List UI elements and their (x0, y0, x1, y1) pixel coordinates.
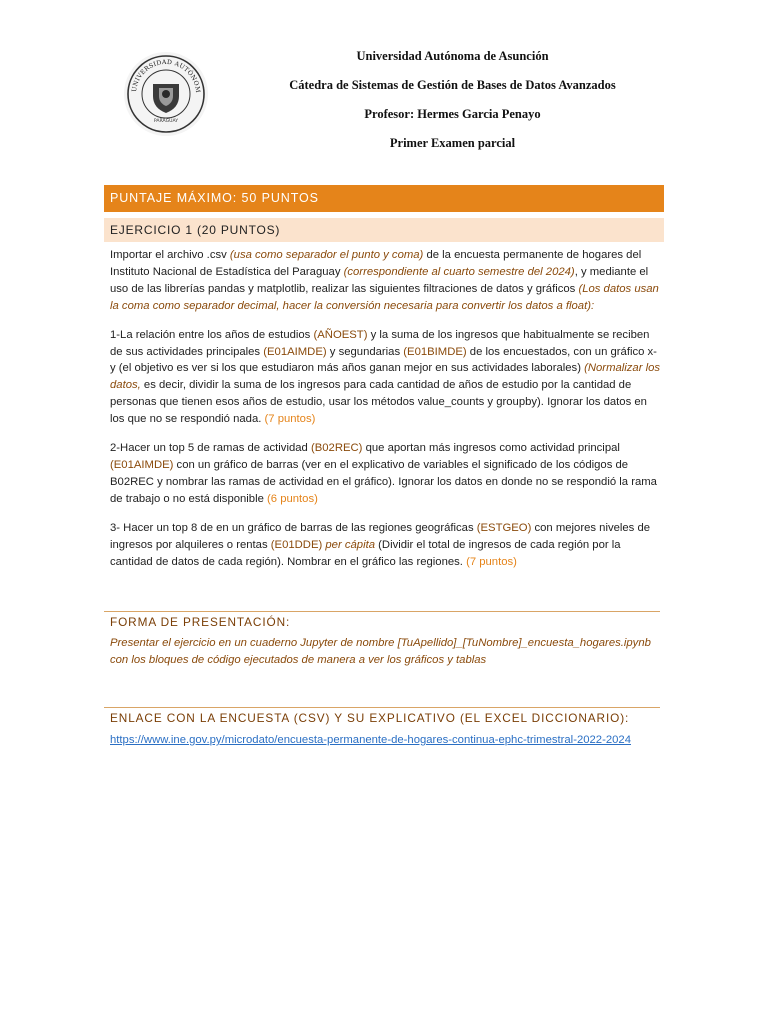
item-points: (7 puntos) (466, 555, 517, 568)
item-text: 2-Hacer un top 5 de ramas de actividad (110, 442, 311, 455)
presentation-heading: FORMA DE PRESENTACIÓN: (104, 611, 660, 629)
exercise-title: EJERCICIO 1 (20 PUNTOS) (104, 218, 664, 242)
item-text: (Dividir el total de ingresos de cada región por la cantidad de datos de cada región). Nombrar en el gráfico las regiones. (110, 538, 621, 568)
item-note: (Normalizar los datos, (110, 362, 661, 392)
survey-link[interactable]: https://www.ine.gov.py/microdato/encuesta-permanente-de-hogares-continua-ephc-trimestral-2022-2024 (110, 734, 631, 746)
item-text: y la suma de los ingresos que habitualmente se reciben de sus actividades principales (110, 328, 650, 358)
presentation-text: Presentar el ejercicio en un cuaderno Jupyter de nombre [TuApellido]_[TuNombre]_encuesta_hogares.ipynb con los bloques de código ejecutados de manera a ver los gráficos y tablas (110, 637, 651, 666)
intro-text: de la encuesta permanente de hogares del Instituto Nacional de Estadística del Paraguay (110, 249, 642, 278)
intro-text: Importar el archivo .csv (110, 249, 230, 261)
item-points: (6 puntos) (267, 492, 318, 505)
exercise-body (110, 247, 662, 582)
intro-text: , y mediante el uso de las librerías pandas y matplotlib, realizar las siguientes filtraciones de datos y gráficos (110, 265, 649, 295)
item-text: y segundarias (326, 345, 404, 358)
item-points: (7 puntos) (264, 413, 316, 426)
item-3-paragraph (110, 520, 662, 571)
variable-code: (ESTGEO) (476, 521, 532, 534)
item-text: 3- Hacer un top 8 de en un gráfico de barras de las regiones geográficas (110, 521, 477, 534)
svg-text:PARAGUAY: PARAGUAY (153, 119, 179, 124)
survey-link-heading: ENLACE CON LA ENCUESTA (CSV) Y SU EXPLICATIVO (EL EXCEL DICCIONARIO): (104, 707, 660, 725)
variable-code: (E01BIMDE) (403, 345, 467, 358)
item-text: que aportan más ingresos como actividad principal (362, 442, 620, 455)
university-seal-logo (119, 50, 213, 138)
intro-note: (correspondiente al cuarto semestre del 2024) (343, 265, 575, 278)
intro-paragraph (110, 247, 662, 315)
item-text: de los encuestados, con un gráfico x-y (el objetivo es ver si los que estudiaron más años ganan mejor en sus actividades laborales) (110, 345, 657, 375)
item-text: con mejores niveles de ingresos por alquileres o rentas (110, 521, 651, 551)
item-note: per cápita (325, 538, 376, 551)
variable-code: (E01DDE) (270, 538, 323, 551)
document-header (240, 44, 665, 160)
item-1-paragraph (110, 327, 662, 428)
variable-code: (B02REC) (310, 442, 363, 455)
item-2-paragraph (110, 440, 662, 508)
max-score-banner: PUNTAJE MÁXIMO: 50 PUNTOS (104, 185, 664, 212)
svg-text:UNIVERSIDAD AUTÓNOMA DE ASUNCI: UNIVERSIDAD AUTÓNOM (130, 58, 202, 94)
item-text: es decir, dividir la suma de los ingresos para cada cantidad de años de estudio por la cantidad de personas que tienen esos años de estudio, usar los métodos value_counts y groupby). Ignorar los datos en los que no se respondió nada. (110, 379, 647, 426)
university-name: Universidad Autónoma de Asunción (356, 49, 549, 63)
variable-code: (E01AIMDE) (263, 345, 327, 358)
intro-note: (Los datos usan la coma como separador decimal, hacer la conversión necesaria para convertir los datos a float): (110, 282, 659, 312)
intro-note: (usa como separador el punto y coma) (229, 249, 424, 261)
item-text: 1-La relación entre los años de estudios (110, 328, 314, 341)
professor-name: Profesor: Hermes Garcia Penayo (364, 107, 541, 121)
variable-code: (E01AIMDE) (110, 458, 174, 471)
variable-code: (AÑOEST) (313, 328, 368, 341)
chair-name: Cátedra de Sistemas de Gestión de Bases de Datos Avanzados (289, 78, 616, 92)
exam-title: Primer Examen parcial (389, 136, 516, 150)
item-text: con un gráfico de barras (ver en el explicativo de variables el significado de los códigos de B02REC y nombrar las ramas de actividad en el gráfico). Ignorar los datos en donde no se respondió la rama de trabajo o no está disponible (110, 458, 657, 505)
